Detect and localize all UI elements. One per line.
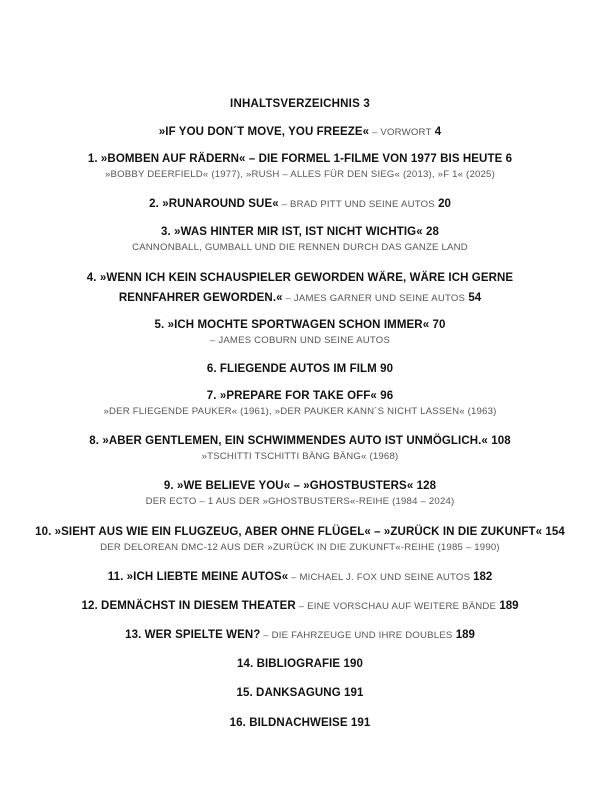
toc-entry-1 bbox=[0, 151, 600, 183]
entry-title: 10. »SIEHT AUS WIE EIN FLUGZEUG, ABER OHNE FLÜGEL« – »ZURÜCK IN DIE ZUKUNFT« 154 bbox=[35, 526, 565, 538]
toc-entry-2 bbox=[0, 196, 600, 213]
entry-subtitle: DER ECTO – 1 AUS DER »GHOSTBUSTERS«-REIHE (1984 – 2024) bbox=[145, 496, 455, 507]
toc-entry-3 bbox=[0, 224, 600, 256]
entry-suffix: – BRAD PITT UND SEINE AUTOS bbox=[278, 199, 435, 210]
entry-title: 4. »WENN ICH KEIN SCHAUSPIELER GEWORDEN WÄRE, WÄRE ICH GERNE bbox=[86, 272, 514, 284]
toc-entry-16 bbox=[0, 715, 600, 731]
entry-title: 6. FLIEGENDE AUTOS IM FILM 90 bbox=[206, 363, 394, 375]
entry-page: 20 bbox=[438, 198, 451, 210]
entry-title: 8. »ABER GENTLEMEN, EIN SCHWIMMENDES AUTO IST UNMÖGLICH.« 108 bbox=[89, 435, 511, 447]
entry-suffix: – MICHAEL J. FOX UND SEINE AUTOS bbox=[288, 572, 474, 583]
entry-subtitle: DER DELOREAN DMC-12 AUS DER »ZURÜCK IN DIE ZUKUNFT«-REIHE (1985 – 1990) bbox=[100, 542, 500, 553]
entry-page: 182 bbox=[473, 571, 493, 583]
entry-title: 13. WER SPIELTE WEN? bbox=[125, 629, 261, 641]
entry-page: 54 bbox=[468, 292, 482, 304]
toc-heading: INHALTSVERZEICHNIS 3 bbox=[230, 98, 370, 110]
entry-title: 14. BIBLIOGRAFIE 190 bbox=[237, 658, 363, 670]
toc-entry-5 bbox=[0, 317, 600, 349]
entry-title: 1. »BOMBEN AUF RÄDERN« – DIE FORMEL 1-FILME VON 1977 BIS HEUTE 6 bbox=[87, 153, 513, 165]
toc-entry-vorwort bbox=[0, 124, 600, 141]
toc-entry-8 bbox=[0, 433, 600, 465]
entry-title: 16. BILDNACHWEISE 191 bbox=[229, 717, 371, 729]
toc-entry-7 bbox=[0, 388, 600, 420]
entry-title: 7. »PREPARE FOR TAKE OFF« 96 bbox=[206, 390, 394, 402]
toc-entry-4 bbox=[0, 270, 600, 307]
entry-subtitle: – JAMES COBURN UND SEINE AUTOS bbox=[209, 335, 391, 346]
entry-page: 189 bbox=[455, 629, 475, 641]
entry-suffix: – JAMES GARNER UND SEINE AUTOS bbox=[282, 293, 466, 304]
entry-title: 3. »WAS HINTER MIR IST, IST NICHT WICHTIG« 28 bbox=[161, 226, 439, 238]
toc-entry-9 bbox=[0, 478, 600, 510]
toc-entry-10 bbox=[0, 524, 600, 556]
entry-title: 15. DANKSAGUNG 191 bbox=[236, 687, 364, 699]
entry-subtitle: »DER FLIEGENDE PAUKER« (1961), »DER PAUKER KANN´S NICHT LASSEN« (1963) bbox=[103, 406, 497, 417]
entry-title: 2. »RUNAROUND SUE« bbox=[149, 198, 279, 210]
entry-subtitle: »BOBBY DEERFIELD« (1977), »RUSH – ALLES FÜR DEN SIEG« (2013), »F 1« (2025) bbox=[104, 169, 495, 180]
entry-suffix: – DIE FAHRZEUGE UND IHRE DOUBLES bbox=[260, 630, 453, 641]
toc-entry-15 bbox=[0, 685, 600, 701]
entry-title: 9. »WE BELIEVE YOU« – »GHOSTBUSTERS« 128 bbox=[163, 480, 437, 492]
entry-title: »IF YOU DON´T MOVE, YOU FREEZE« bbox=[158, 126, 370, 138]
toc-entry-6 bbox=[0, 361, 600, 377]
toc-entry-12 bbox=[0, 598, 600, 615]
entry-page: 4 bbox=[434, 126, 442, 138]
entry-title: 5. »ICH MOCHTE SPORTWAGEN SCHON IMMER« 70 bbox=[154, 319, 446, 331]
entry-subtitle: CANNONBALL, GUMBALL UND DIE RENNEN DURCH DAS GANZE LAND bbox=[132, 242, 468, 253]
entry-page: 189 bbox=[499, 600, 519, 612]
entry-suffix: – VORWORT bbox=[369, 127, 432, 138]
entry-title: 11. »ICH LIEBTE MEINE AUTOS« bbox=[107, 571, 289, 583]
entry-title: 12. DEMNÄCHST IN DIESEM THEATER bbox=[81, 600, 296, 612]
toc-entry-13 bbox=[0, 627, 600, 644]
toc-entry-14 bbox=[0, 656, 600, 672]
entry-subtitle: »TSCHITTI TSCHITTI BÄNG BÄNG« (1968) bbox=[201, 451, 399, 462]
toc-entry-11 bbox=[0, 569, 600, 586]
entry-suffix: – EINE VORSCHAU AUF WEITERE BÄNDE bbox=[295, 601, 497, 612]
entry-title-continued: RENNFAHRER GEWORDEN.« bbox=[118, 292, 283, 304]
